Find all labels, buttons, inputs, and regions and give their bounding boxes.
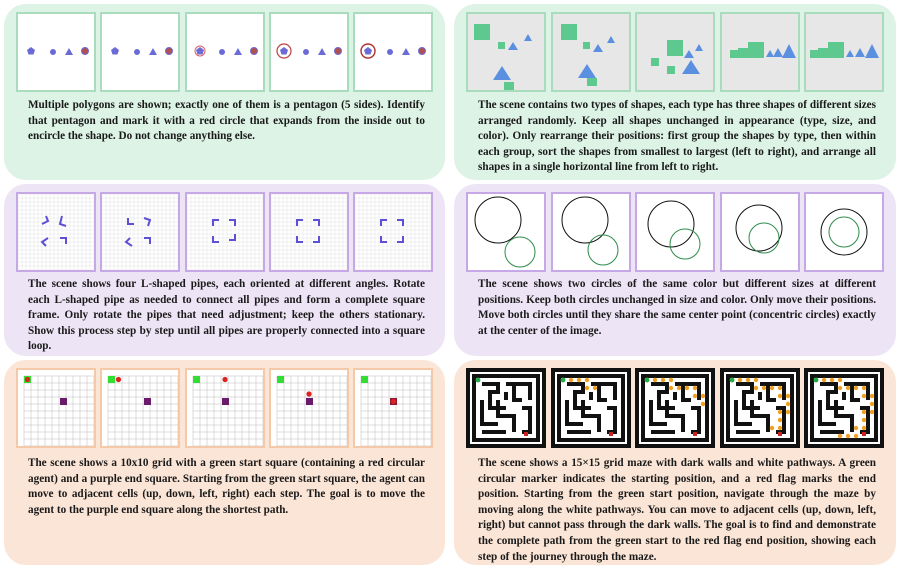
path-dot — [785, 410, 789, 414]
circles-scene — [806, 194, 882, 270]
grid-scene — [18, 370, 94, 446]
end-square — [306, 398, 313, 405]
triangle-tiny — [766, 50, 774, 57]
frame-4 — [269, 12, 349, 92]
frame-2 — [551, 192, 631, 272]
grid-lines — [361, 376, 431, 446]
triangle-tiny — [524, 34, 532, 41]
agent — [116, 377, 121, 382]
path-dot — [701, 394, 705, 398]
l-pipe — [60, 238, 66, 244]
task-caption: The scene contains two types of shapes, each type has three shapes of different sizes arranged randomly. Keep all shapes unchanged in appearance (type, size, and color). Only rearrange their positions: first group the shapes by type, then within each group, sort the shapes from smallest to largest (left to right), and arrange all shapes in a single horizontal line from left to right. — [478, 99, 876, 174]
end-flag — [609, 432, 613, 436]
square-medium — [738, 48, 748, 58]
square-large — [748, 42, 764, 58]
path-dot — [777, 386, 781, 390]
triangle-small — [773, 48, 783, 57]
frame-3 — [185, 368, 265, 448]
frame-1 — [466, 192, 546, 272]
l-pipe — [381, 236, 387, 242]
pipes-scene — [187, 194, 263, 270]
square-large — [561, 24, 577, 40]
frame-2 — [551, 12, 631, 92]
triangle-large — [578, 64, 596, 78]
circle-small — [749, 223, 779, 253]
path-dot — [838, 386, 842, 390]
grid-scene — [355, 370, 431, 446]
path-dot — [838, 378, 842, 382]
pentagon — [27, 47, 35, 55]
path-dot — [846, 434, 850, 438]
path-dot — [737, 378, 741, 382]
frame-5 — [804, 12, 884, 92]
polygons-scene — [271, 14, 347, 90]
grid-scene — [102, 370, 178, 446]
triangle-tiny — [846, 50, 854, 57]
path-dot — [777, 394, 781, 398]
agent — [222, 377, 227, 382]
start-marker — [476, 378, 481, 383]
task-panel-circles — [454, 184, 896, 356]
shapes-scene — [637, 14, 713, 90]
frame-strip — [466, 368, 884, 448]
triangle-small — [593, 44, 603, 52]
task-caption: The scene shows a 15×15 grid maze with dark walls and white pathways. A green circular marker indicates the starting position, and a red flag marks the end position. Starting from the green start position, navigate through the maze by moving along the white pathways. You can move to adjacent cells (up, down, left, right) but cannot pass through the dark walls. The goal is to find and demonstrate the complete path from the green start to the red flag end position, showing each step of the journey through the maze. — [478, 457, 876, 563]
path-dot — [854, 426, 858, 430]
frame-4 — [720, 192, 800, 272]
task-caption: The scene shows four L-shaped pipes, each oriented at different angles. Rotate each L-shaped pipe as needed to connect all pipes and form a complete square frame. Only rotate the pipes that need adjustment; keep the others stationary. Show this process step by step until all pipes are properly connected into a square loop. — [28, 278, 425, 353]
l-pipe — [297, 220, 303, 226]
agent — [306, 391, 311, 396]
pentagon — [196, 47, 204, 55]
frame-1 — [16, 192, 96, 272]
circles-scene — [468, 194, 544, 270]
path-dot — [769, 386, 773, 390]
l-pipe — [313, 220, 319, 226]
task-panel-sort-shapes — [454, 4, 896, 180]
path-dot — [862, 426, 866, 430]
path-dot — [854, 386, 858, 390]
frame-1 — [466, 368, 546, 448]
path-dot — [785, 394, 789, 398]
path-dot — [854, 434, 858, 438]
frame-3 — [635, 368, 715, 448]
frame-4 — [720, 12, 800, 92]
end-flag — [862, 432, 866, 436]
task-panel-pipes — [4, 184, 445, 356]
frame-strip — [16, 192, 433, 272]
path-dot — [870, 394, 874, 398]
path-dot — [592, 386, 596, 390]
frame-2 — [100, 368, 180, 448]
square-small — [730, 50, 738, 58]
path-dot — [753, 378, 757, 382]
polygon-circle — [303, 49, 309, 55]
grid-background — [271, 194, 347, 270]
circle-small — [829, 217, 859, 247]
square-large — [828, 42, 844, 58]
frame-4 — [269, 368, 349, 448]
path-dot — [838, 434, 842, 438]
polygon-circle — [219, 49, 225, 55]
path-dot — [870, 410, 874, 414]
pipes-scene — [18, 194, 94, 270]
square-small — [583, 42, 590, 49]
polygon-octagon — [166, 48, 173, 55]
shapes-scene — [553, 14, 629, 90]
start-square — [193, 376, 200, 383]
frame-4 — [720, 368, 800, 448]
path-dot — [862, 394, 866, 398]
shapes-scene — [468, 14, 544, 90]
l-pipe — [213, 236, 219, 242]
polygon-octagon — [334, 48, 341, 55]
path-dot — [576, 378, 580, 382]
l-pipe — [397, 236, 403, 242]
l-pipe — [42, 216, 48, 224]
l-pipe — [213, 220, 219, 226]
pentagon — [111, 47, 119, 55]
frame-1 — [16, 368, 96, 448]
circle-small — [588, 235, 618, 265]
maze-scene — [466, 368, 546, 448]
circles-scene — [722, 194, 798, 270]
triangle-large — [493, 66, 511, 80]
grid-background — [187, 194, 263, 270]
path-dot — [761, 386, 765, 390]
frame-5 — [353, 12, 433, 92]
square-medium — [651, 58, 659, 66]
square-medium — [818, 48, 828, 58]
path-dot — [584, 386, 588, 390]
path-dot — [862, 418, 866, 422]
polygons-scene — [187, 14, 263, 90]
circles-scene — [553, 194, 629, 270]
maze-scene — [635, 368, 715, 448]
task-panel-maze — [454, 360, 896, 565]
end-square — [60, 398, 67, 405]
path-dot — [769, 426, 773, 430]
triangle-small — [508, 42, 518, 50]
triangle-large — [865, 44, 879, 58]
square-medium — [587, 78, 597, 86]
triangle — [149, 48, 157, 55]
triangle — [318, 48, 326, 55]
circle-small — [670, 229, 700, 259]
circle-small — [505, 237, 535, 267]
task-caption: The scene shows two circles of the same color but different sizes at different positions. Keep both circles unchanged in size and color. Only move their positions. Move both circles until they share the same center point (concentric circles) exactly at the center of the image. — [478, 278, 876, 337]
polygons-scene — [18, 14, 94, 90]
path-dot — [745, 378, 749, 382]
path-dot — [661, 378, 665, 382]
end-flag — [524, 432, 528, 436]
shapes-scene — [722, 14, 798, 90]
frame-3 — [185, 12, 265, 92]
path-dot — [693, 386, 697, 390]
frame-4 — [269, 192, 349, 272]
agent — [391, 399, 396, 404]
end-flag — [693, 432, 697, 436]
task-caption: The scene shows a 10x10 grid with a green start square (containing a red circular agent) and a purple end square. Starting from the green start square, the agent can move to adjacent cells (up, down, left, right) each step. The goal is to move the agent to the purple end square along the shortest path. — [28, 457, 425, 516]
path-dot — [846, 386, 850, 390]
frame-2 — [100, 12, 180, 92]
start-square — [277, 376, 284, 383]
frame-strip — [466, 192, 884, 272]
square-large — [474, 24, 490, 40]
circle-large — [475, 197, 521, 243]
start-marker — [814, 378, 819, 383]
pipes-scene — [355, 194, 431, 270]
grid-background — [355, 194, 431, 270]
polygon-circle — [387, 49, 393, 55]
pipes-scene — [271, 194, 347, 270]
polygon-circle — [50, 49, 56, 55]
shapes-scene — [806, 14, 882, 90]
maze-scene — [551, 368, 631, 448]
agent — [25, 377, 30, 382]
frame-strip — [16, 368, 433, 448]
frame-5 — [804, 192, 884, 272]
polygon-circle — [134, 49, 140, 55]
l-pipe — [144, 238, 150, 244]
path-dot — [830, 378, 834, 382]
square-large — [667, 40, 683, 56]
pentagon — [364, 47, 372, 55]
path-dot — [677, 386, 681, 390]
path-dot — [669, 378, 673, 382]
path-dot — [584, 378, 588, 382]
grid-lines — [277, 376, 347, 446]
maze-scene — [720, 368, 800, 448]
grid-background — [18, 194, 94, 270]
circles-scene — [637, 194, 713, 270]
frame-5 — [353, 368, 433, 448]
path-dot — [653, 378, 657, 382]
triangle-small — [855, 48, 865, 57]
frame-strip — [16, 12, 433, 92]
path-dot — [785, 402, 789, 406]
frame-strip — [466, 12, 884, 92]
l-pipe — [60, 216, 66, 226]
polygons-scene — [102, 14, 178, 90]
polygon-octagon — [419, 48, 426, 55]
triangle-tiny — [607, 36, 615, 43]
frame-5 — [353, 192, 433, 272]
triangle-large — [682, 60, 700, 74]
square-small — [667, 66, 675, 74]
path-dot — [777, 426, 781, 430]
l-pipe — [229, 220, 235, 226]
path-dot — [777, 418, 781, 422]
path-dot — [870, 402, 874, 406]
triangle — [65, 48, 73, 55]
end-square — [144, 398, 151, 405]
polygons-scene — [355, 14, 431, 90]
grid-background — [102, 194, 178, 270]
task-panel-pentagon — [4, 4, 445, 180]
circle-large — [821, 209, 867, 255]
path-dot — [777, 410, 781, 414]
triangle — [402, 48, 410, 55]
frame-3 — [635, 12, 715, 92]
path-dot — [822, 378, 826, 382]
l-pipe — [128, 218, 134, 224]
end-square — [222, 398, 229, 405]
path-dot — [568, 378, 572, 382]
path-dot — [693, 394, 697, 398]
maze-scene — [804, 368, 884, 448]
frame-5 — [804, 368, 884, 448]
frame-2 — [100, 192, 180, 272]
frame-2 — [551, 368, 631, 448]
polygon-octagon — [82, 48, 89, 55]
grid-scene — [271, 370, 347, 446]
frame-3 — [185, 192, 265, 272]
l-pipe — [397, 220, 403, 226]
triangle-small — [684, 50, 694, 58]
square-small — [498, 42, 505, 49]
start-marker — [729, 378, 734, 383]
grid-lines — [193, 376, 263, 446]
frame-3 — [635, 192, 715, 272]
path-dot — [669, 386, 673, 390]
grid-lines — [108, 376, 178, 446]
task-panel-grid-path — [4, 360, 445, 565]
l-pipe — [297, 236, 303, 242]
l-pipe — [381, 220, 387, 226]
polygon-octagon — [250, 48, 257, 55]
l-pipe — [229, 234, 235, 240]
square-medium — [504, 82, 514, 90]
start-marker — [645, 378, 650, 383]
start-square — [361, 376, 368, 383]
pipes-scene — [102, 194, 178, 270]
pentagon — [280, 47, 288, 55]
grid-lines — [24, 376, 94, 446]
square-small — [810, 50, 818, 58]
task-caption: Multiple polygons are shown; exactly one of them is a pentagon (5 sides). Identify that pentagon and mark it with a red circle that expands from the inside out to encircle the shape. Do not change anything else. — [28, 99, 425, 143]
path-dot — [862, 410, 866, 414]
end-flag — [778, 432, 782, 436]
circle-large — [562, 197, 608, 243]
path-dot — [753, 386, 757, 390]
grid-scene — [187, 370, 263, 446]
start-marker — [560, 378, 565, 383]
path-dot — [862, 386, 866, 390]
triangle-tiny — [695, 44, 703, 51]
l-pipe — [313, 236, 319, 242]
frame-1 — [466, 12, 546, 92]
start-square — [108, 376, 115, 383]
path-dot — [701, 402, 705, 406]
triangle-large — [782, 44, 796, 58]
triangle — [234, 48, 242, 55]
frame-1 — [16, 12, 96, 92]
path-dot — [685, 386, 689, 390]
